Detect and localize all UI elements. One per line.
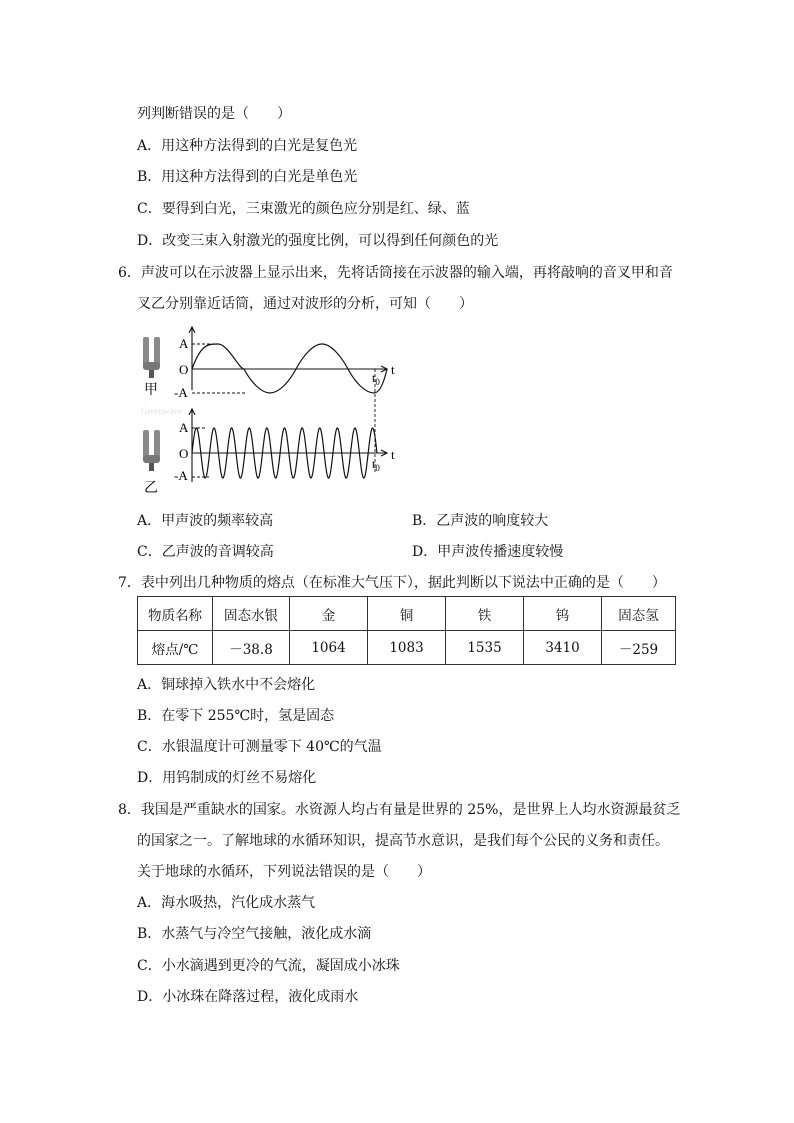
axis-a-amp-label: A	[179, 336, 189, 351]
q7-number: 7．	[118, 575, 141, 591]
axis-b-origin-label: O	[179, 446, 189, 461]
table-header-cell: 铜	[368, 597, 446, 631]
table-header-cell: 铁	[446, 597, 524, 631]
table-header-cell: 固态水银	[213, 597, 290, 631]
q8-option-b: B．水蒸气与冷空气接触，液化成水滴	[137, 926, 372, 942]
q6-option-a: A．甲声波的频率较高	[137, 513, 274, 529]
q8-stem-line1: 8．我国是严重缺水的国家。水资源人均占有量是世界的 25%，是世界上人均水资源最贫乏	[118, 802, 681, 818]
q7-option-a: A．铜球掉入铁水中不会熔化	[137, 677, 316, 693]
q7-option-b: B．在零下 255℃时，氢是固态	[137, 708, 335, 724]
table-row	[138, 597, 676, 631]
axis-a-t-label: t	[391, 362, 395, 377]
table-header-cell: 固态氢	[602, 597, 676, 631]
q7-stem: 7．表中列出几种物质的熔点（在标准大气压下），据此判断以下说法中正确的是（ ）	[118, 575, 666, 591]
q6-option-c: C．乙声波的音调较高	[137, 544, 274, 560]
q8-option-d: D．小冰珠在降落过程，液化成雨水	[137, 989, 359, 1005]
q6-waveform-figure	[135, 322, 415, 498]
axis-a-t0-label: $t_0$	[372, 371, 380, 387]
table-header-cell: 物质名称	[138, 597, 213, 631]
table-cell: 1064	[290, 631, 368, 665]
table-cell: 1083	[368, 631, 446, 665]
q6-stem-line2: 叉乙分别靠近话筒，通过对波形的分析，可知（ ）	[137, 296, 473, 312]
table-cell: 1535	[446, 631, 524, 665]
q6-number: 6．	[118, 265, 141, 281]
table-cell: 3410	[524, 631, 602, 665]
melting-point-table	[137, 596, 676, 665]
axis-b-neg-amp-label: -A	[174, 468, 188, 483]
fork-b-label: 乙	[144, 481, 158, 496]
axis-b-t-label: t	[391, 447, 395, 462]
table-cell: 熔点/℃	[138, 631, 213, 665]
axis-a-neg-amp-label: -A	[174, 385, 188, 400]
axis-b-t0-label: $t_0$	[372, 457, 380, 473]
q8-option-c: C．小水滴遇到更冷的气流，凝固成小冰珠	[137, 958, 400, 974]
q7-option-d: D．用钨制成的灯丝不易熔化	[137, 770, 317, 786]
table-row	[138, 631, 676, 665]
q8-stem-line3: 关于地球的水循环，下列说法错误的是（ ）	[137, 864, 431, 880]
q5-option-c: C．要得到白光，三束激光的颜色应分别是红、绿、蓝	[137, 201, 470, 217]
q6-option-d: D．甲声波传播速度较慢	[412, 544, 564, 560]
table-cell: －259	[602, 631, 676, 665]
q8-stem-line2: 的国家之一。了解地球的水循环知识，提高节水意识，是我们每个公民的义务和责任。	[137, 833, 669, 849]
watermark-text: Greenwave	[141, 406, 182, 416]
q7-option-c: C．水银温度计可测量零下 40℃的气温	[137, 739, 382, 755]
q5-option-a: A．用这种方法得到的白光是复色光	[137, 138, 358, 154]
q5-stem-tail: 列判断错误的是（ ）	[137, 106, 291, 122]
table-header-cell: 钨	[524, 597, 602, 631]
q6-stem-line1: 6．声波可以在示波器上显示出来，先将话筒接在示波器的输入端，再将敲响的音叉甲和音	[118, 265, 673, 281]
axis-a-origin-label: O	[179, 362, 189, 377]
q8-number: 8．	[118, 802, 141, 818]
table-cell: －38.8	[213, 631, 290, 665]
q6-option-b: B．乙声波的响度较大	[412, 513, 549, 529]
fork-a-label: 甲	[144, 383, 158, 398]
tuning-fork-a-icon	[143, 337, 160, 378]
table-header-cell: 金	[290, 597, 368, 631]
q8-option-a: A．海水吸热，汽化成水蒸气	[137, 895, 316, 911]
tuning-fork-b-icon	[143, 430, 160, 471]
q5-option-d: D．改变三束入射激光的强度比例，可以得到任何颜色的光	[137, 233, 499, 249]
q5-option-b: B．用这种方法得到的白光是单色光	[137, 169, 358, 185]
axis-b-amp-label: A	[179, 420, 189, 435]
